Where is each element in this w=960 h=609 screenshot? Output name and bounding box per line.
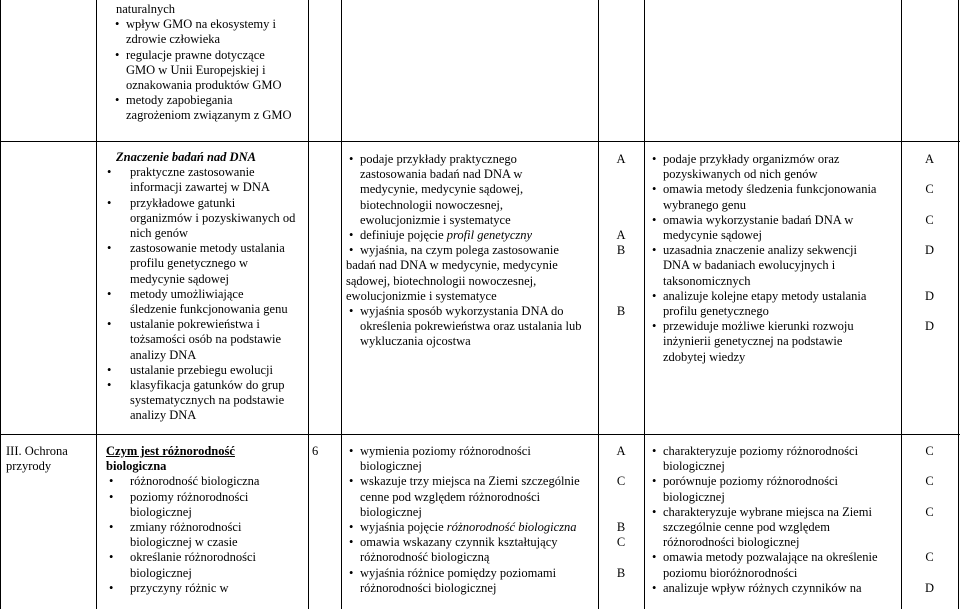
list-item-text: analizy DNA [130,347,197,362]
term-italic: różnorodność biologiczna [446,520,577,535]
level-letter [598,198,644,213]
list-item-text: wyjaśnia pojęcie [360,520,447,535]
level-letter: B [616,243,626,258]
list-item-text: medycynie sądowej [663,228,762,243]
list-item-text: • omawia wskazany czynnik kształtujący [360,535,558,550]
list-item-text: analizy DNA [130,408,197,423]
level-letter [598,167,644,182]
list-item-text: poziomu bioróżnorodności [663,565,798,580]
level-letter [598,182,644,197]
level-letter [598,289,644,304]
list-item [346,535,596,565]
list-item [106,581,306,596]
row2-extended-levels [901,444,958,596]
list-item-text: • charakteryzuje poziomy różnorodności [663,444,859,458]
row2-section-cell [6,444,94,474]
topic-heading: Znaczenie badań nad DNA [116,150,256,164]
table-border-left [0,0,1,609]
list-item [649,152,901,182]
row1-basic-levels [598,152,644,319]
row2-basic-levels [598,444,644,581]
list-item-text: szczególnie cenne pod względem [663,520,830,535]
row2-basic-requirements [346,444,596,596]
level-letter [901,274,958,289]
level-letter [901,167,958,182]
list-item [346,520,596,535]
row0-topic-line: naturalnych [116,2,176,16]
topic-heading: Czym jest różnorodność [106,444,235,458]
list-item-text: • ustalanie przebiegu ewolucji [130,362,273,377]
level-letter [598,274,644,289]
list-item-text: • podaje przykłady organizmów oraz [663,152,840,166]
level-letter [901,520,958,535]
list-item-text: zastosowania badań nad DNA w [360,167,523,182]
list-item [346,228,596,243]
list-item-text: • wskazuje trzy miejsca na Ziemi szczególnie [360,474,580,489]
list-item-text: • wyjaśnia różnice pomiędzy poziomami [360,565,557,580]
list-item-text: DNA w badaniach ewolucyjnych i [663,258,836,273]
level-letter: C [925,444,934,458]
level-letter: C [925,550,934,565]
level-letter: C [925,182,934,197]
level-letter: C [925,504,934,519]
table-border-right [958,0,959,609]
list-item-text: biologicznej [130,504,192,519]
list-item-text: definiuje pojęcie [360,228,447,243]
list-item-text: • praktyczne zastosowanie [130,165,255,180]
level-letter [901,228,958,243]
row1-extended-requirements [649,152,901,365]
list-item [104,363,306,378]
list-item-text: • regulacje prawne dotyczące [126,47,265,62]
table-border-col1 [96,0,97,609]
level-letter: A [616,152,626,166]
list-item-text: • klasyfikacja gatunków do grup [130,378,285,393]
level-letter [598,459,644,474]
list-item [104,196,306,242]
level-letter [598,213,644,228]
level-letter: B [616,565,626,580]
list-item [346,474,596,520]
list-item-text: inżynierii genetycznej na podstawie [663,334,843,349]
list-item-text: taksonomicznych [663,273,751,288]
row1-basic-requirements [346,152,596,350]
list-item [104,287,306,317]
level-letter [901,198,958,213]
level-letter [598,505,644,520]
list-item [346,243,596,258]
level-letter [901,258,958,273]
list-item-text: • zastosowanie metody ustalania [130,241,285,256]
level-letter [901,535,958,550]
list-item [649,505,901,551]
hours-value: 6 [312,444,319,458]
list-item-text: biologicznej [360,504,422,519]
list-item-text: biologicznej [130,565,192,580]
list-item [649,182,901,212]
list-item-text: zdrowie człowieka [126,32,221,47]
list-item-text: biologicznej w czasie [130,535,238,550]
list-item-text: medycynie, medycynie sądowej, [360,182,524,197]
level-letter: C [616,535,626,550]
section-title: III. Ochrona [6,444,68,458]
term-italic: profil genetyczny [446,228,533,243]
list-item-text: • analizuje kolejne etapy metody ustalania [663,288,867,303]
list-item-text: GMO w Unii Europejskiej i [126,62,266,77]
level-letter [598,258,644,273]
list-item-text: • metody umożliwiające [130,286,244,301]
list-item-text: • wyjaśnia sposób wykorzystania DNA do [360,304,564,319]
list-item [649,444,901,474]
level-letter [901,304,958,319]
row2-extended-requirements [649,444,901,596]
section-title: przyrody [6,459,52,474]
list-item-text: • podaje przykłady praktycznego [360,152,517,166]
list-item-text: wybranego genu [663,197,746,212]
list-item [649,319,901,365]
level-letter: C [616,474,626,489]
list-item-text: systematycznych na podstawie [130,393,285,408]
row-divider-1 [0,141,960,142]
list-item-text: wykluczania ojcostwa [360,334,471,349]
list-item-text: badań nad DNA w medycynie, medycynie [346,258,558,273]
table-border-col2 [308,0,309,609]
level-letter: A [924,152,935,166]
table-border-col5 [644,0,645,609]
list-item [346,304,596,350]
level-letter: B [616,303,626,318]
level-letter [598,490,644,505]
level-letter: C [925,212,934,227]
list-item-text: organizmów i pozyskiwanych od [130,210,296,225]
list-item-text: • omawia metody śledzenia funkcjonowania [663,182,877,197]
list-item [649,243,901,289]
list-item-text: • omawia metody pozwalające na określenie [663,550,878,565]
list-item-continuation [346,258,596,304]
list-item [346,152,596,228]
list-item-text: informacji zawartej w DNA [130,180,270,195]
level-letter: C [925,474,934,489]
row2-topic-cell [106,444,306,596]
row2-hours [312,444,338,459]
list-item-text: • przykładowe gatunki [130,195,236,210]
level-letter [901,459,958,474]
list-item-text: nich genów [130,226,188,241]
list-item [106,520,306,550]
list-item-text: • przewiduje możliwe kierunki rozwoju [663,319,854,334]
list-item [649,581,901,596]
list-item [346,566,596,596]
list-item-text: różnorodności biologicznej [663,535,800,550]
list-item-text: • różnorodność biologiczna [130,474,260,489]
list-item-text: • zmiany różnorodności [130,520,242,535]
list-item-text: • wpływ GMO na ekosystemy i [126,17,276,32]
level-letter: D [924,243,935,258]
list-item-text: • metody zapobiegania [126,93,233,108]
list-item-text: • analizuje wpływ różnych czynników na [663,580,862,595]
level-letter [598,550,644,565]
list-item-text: profilu genetycznego w [130,256,249,271]
list-item-text: ewolucjonizmie i systematyce [346,288,497,303]
list-item-text: • przyczyny różnic w [130,580,229,595]
level-letter: B [616,519,626,534]
list-item-text: określenia pokrewieństwa oraz ustalania lub [360,319,582,334]
list-item-text: • omawia wykorzystanie badań DNA w [663,212,854,227]
list-item [106,474,306,489]
level-letter: A [616,227,626,242]
list-item-text: zdobytej wiedzy [663,349,746,364]
list-item-text: różnorodność biologiczną [360,550,490,565]
level-letter [901,490,958,505]
level-letter: D [924,288,935,303]
list-item [106,550,306,580]
list-item-text: • określanie różnorodności [130,550,257,565]
list-item [112,17,306,47]
list-item [649,213,901,243]
list-item-text: śledzenie funkcjonowania genu [130,302,288,317]
list-item [106,490,306,520]
list-item-text: różnorodności biologicznej [360,580,497,595]
row-divider-2 [0,434,960,435]
list-item-text: biologicznej [360,459,422,474]
list-item-text: biotechnologii nowoczesnej, [360,197,504,212]
list-item-text: tożsamości osób na podstawie [130,332,282,347]
list-item-text: cenne pod względem różnorodności [360,489,541,504]
list-item-text: • poziomy różnorodności [130,489,249,504]
list-item [104,317,306,363]
topic-heading: biologiczna [106,459,167,474]
row1-topic-cell [104,150,306,424]
row0-topic-cell [112,2,306,124]
list-item [649,550,901,580]
list-item [112,48,306,94]
list-item-text: oznakowania produktów GMO [126,78,282,93]
list-item-text: • ustalanie pokrewieństwa i [130,317,260,332]
list-item-text: sądowej, biotechnologii nowoczesnej, [346,273,537,288]
list-item-text: • porównuje poziomy różnorodności [663,474,838,489]
list-item [346,444,596,474]
table-border-col3 [341,0,342,609]
list-item [649,289,901,319]
list-item [104,241,306,287]
level-letter: D [924,580,935,595]
list-item [104,165,306,195]
list-item-text: zagrożeniom związanym z GMO [126,108,292,123]
list-item [649,474,901,504]
list-item-text: • wyjaśnia, na czym polega zastosowanie [360,243,559,258]
list-item-text: • charakteryzuje wybrane miejsca na Ziemi [663,504,872,519]
list-item [104,378,306,424]
list-item-text: • wymienia poziomy różnorodności [360,444,531,458]
list-item-text: medycynie sądowej [130,271,229,286]
list-item-text: profilu genetycznego [663,304,769,319]
level-letter [901,566,958,581]
list-item-text: biologicznej [663,459,725,474]
list-item [112,93,306,123]
row1-extended-levels [901,152,958,334]
list-item-text: • uzasadnia znaczenie analizy sekwencji [663,243,857,258]
list-item-text: pozyskiwanych od nich genów [663,167,818,182]
level-letter: D [924,319,935,334]
level-letter: A [616,444,626,458]
list-item-text: biologicznej [663,489,725,504]
list-item-text: ewolucjonizmie i systematyce [360,212,511,227]
